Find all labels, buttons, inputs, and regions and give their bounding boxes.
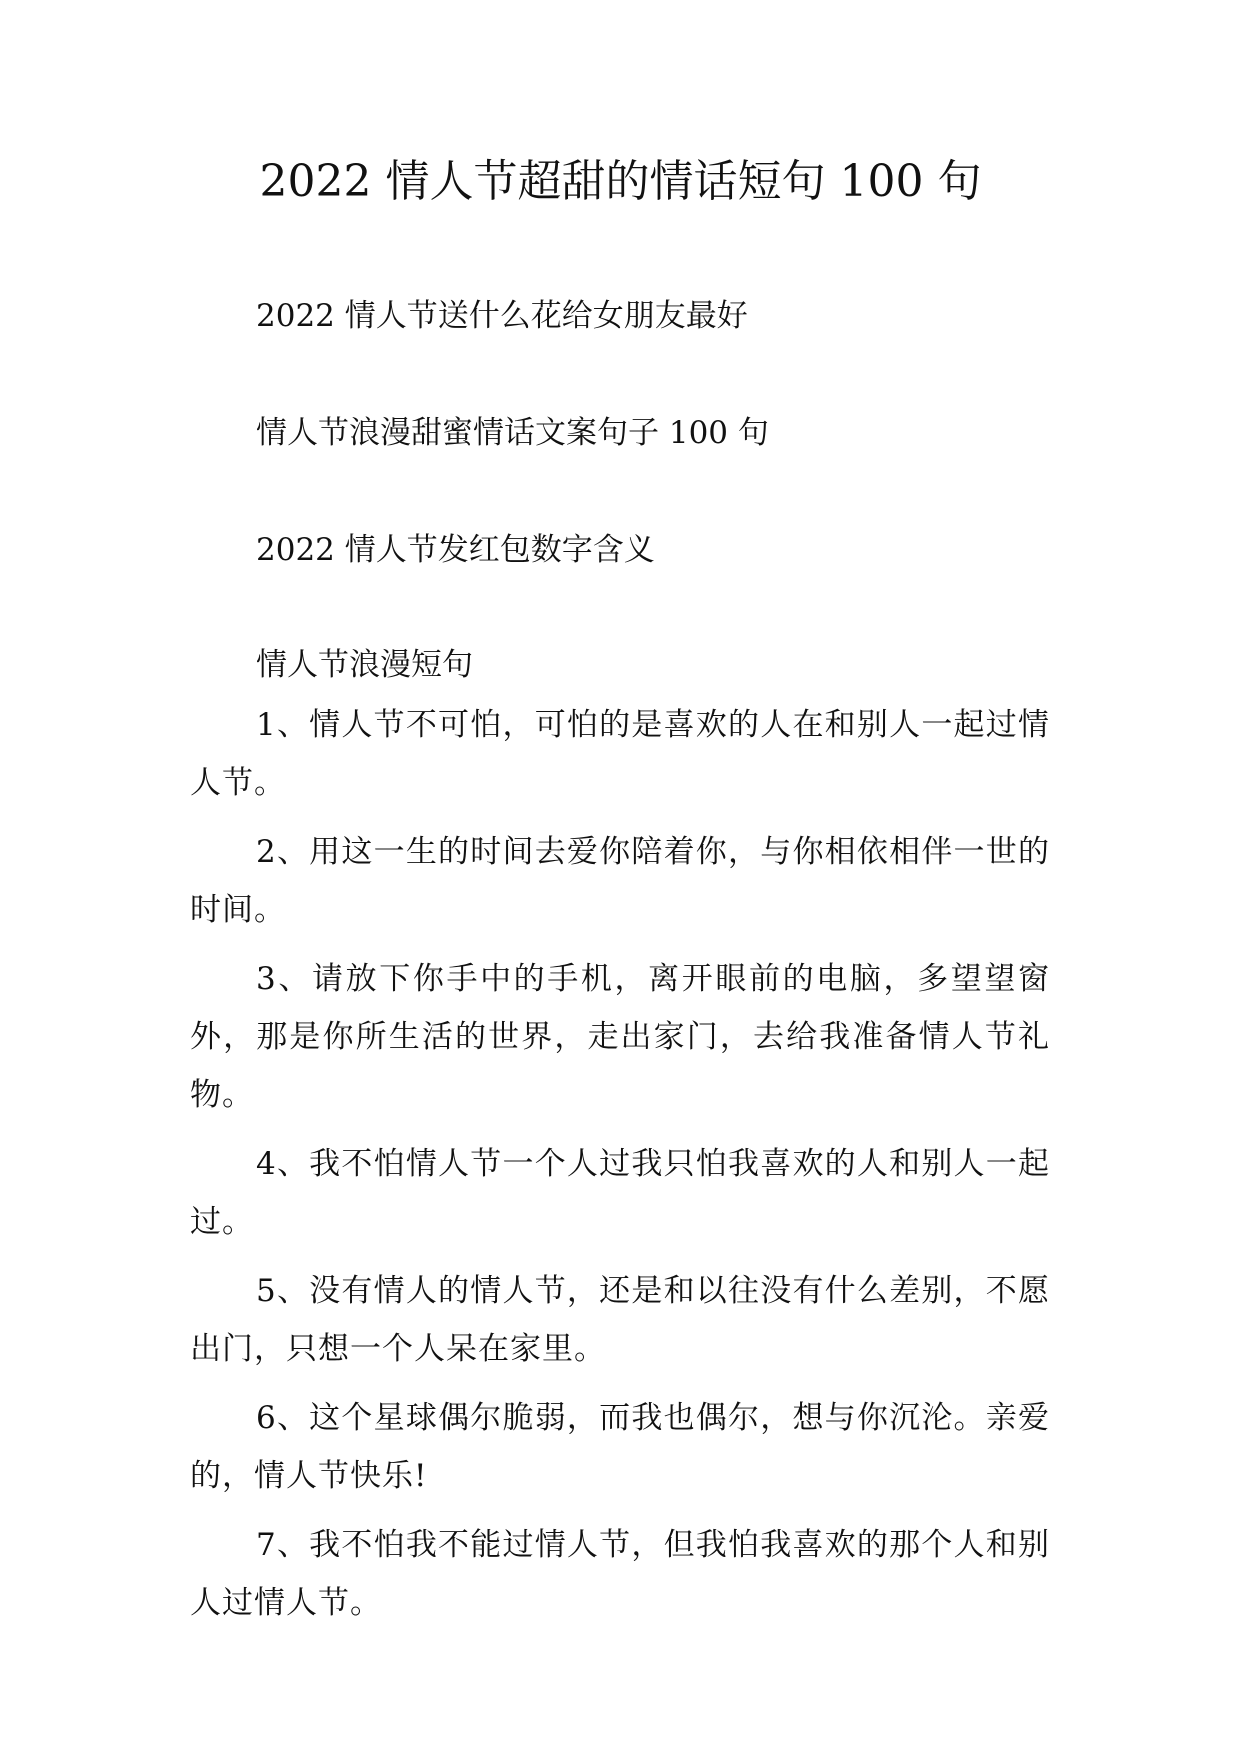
document-title: 2022 情人节超甜的情话短句 100 句: [259, 156, 982, 207]
quote-list: [190, 696, 1050, 1643]
list-item: 2、用这一生的时间去爱你陪着你，与你相依相伴一世的时间。: [190, 834, 1050, 928]
list-item: 7、我不怕我不能过情人节，但我怕我喜欢的那个人和别人过情人节。: [190, 1527, 1050, 1621]
list-item: 6、这个星球偶尔脆弱，而我也偶尔，想与你沉沦。亲爱的，情人节快乐!: [190, 1400, 1050, 1494]
related-article-link[interactable]: 2022 情人节送什么花给女朋友最好: [256, 298, 748, 334]
related-article-link[interactable]: 情人节浪漫甜蜜情话文案句子 100 句: [256, 415, 769, 451]
section-heading: 情人节浪漫短句: [256, 647, 473, 683]
list-item: 4、我不怕情人节一个人过我只怕我喜欢的人和别人一起过。: [190, 1146, 1050, 1240]
list-item: 1、情人节不可怕，可怕的是喜欢的人在和别人一起过情人节。: [190, 707, 1050, 801]
related-article-link[interactable]: 2022 情人节发红包数字含义: [256, 532, 655, 568]
list-item: 5、没有情人的情人节，还是和以往没有什么差别，不愿出门，只想一个人呆在家里。: [190, 1273, 1050, 1367]
list-item: 3、请放下你手中的手机，离开眼前的电脑，多望望窗外，那是你所生活的世界，走出家门，去给我准备情人节礼物。: [190, 961, 1050, 1113]
